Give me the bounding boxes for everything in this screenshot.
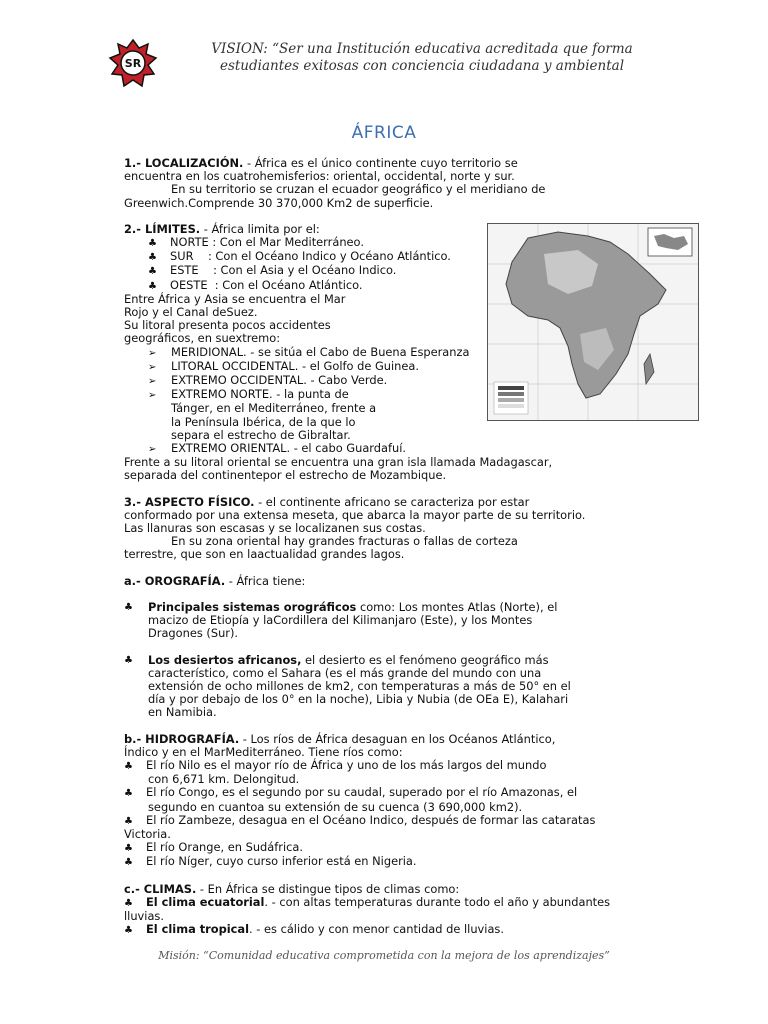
river-congo: El río Congo, es el segundo por su caudal, superado por el río Amazonas, el [146, 785, 578, 800]
section-aspecto-fisico [124, 496, 624, 562]
club-bullet-icon: ♣ [148, 280, 157, 292]
arrow-bullet-icon: ➢ [148, 347, 157, 359]
limit-item [124, 250, 624, 264]
river-item [124, 814, 624, 828]
limit-item [124, 264, 624, 278]
club-bullet-icon: ♣ [148, 238, 157, 250]
section-hidrografia [124, 733, 624, 870]
fisico-text-5: terrestre, que son en laactualidad grandes lagos. [124, 547, 405, 562]
river-orange: El río Orange, en Sudáfrica. [146, 840, 303, 855]
club-bullet-icon: ♣ [124, 897, 133, 909]
club-bullet-icon: ♣ [124, 925, 133, 937]
extreme-occidental: EXTREMO OCCIDENTAL. - Cabo Verde. [171, 373, 388, 388]
heading-limites: 2.- LÍMITES. [124, 221, 201, 236]
extreme-meridional: MERIDIONAL. - se sitúa el Cabo de Buena Esperanza [171, 344, 470, 359]
section-orografia [124, 575, 624, 720]
fisico-text-4: En su zona oriental hay grandes fracturas o fallas de corteza [171, 534, 518, 549]
club-bullet-icon: ♣ [148, 252, 157, 264]
vision-line-2: estudiantes exitosas con conciencia ciudadana y ambiental [219, 57, 625, 74]
orografia-intro: - África tiene: [225, 573, 306, 588]
svg-text:SR: SR [124, 57, 142, 70]
extreme-oriental: EXTREMO ORIENTAL. - el cabo Guardafuí. [171, 441, 407, 456]
extreme-item [124, 346, 624, 360]
orografia-b1-l1: como: Los montes Atlas (Norte), el [356, 599, 558, 614]
limit-este: ESTE : Con el Asia y el Océano Indico. [170, 263, 397, 278]
clima-tropical-bold: El clima tropical [146, 922, 250, 937]
orografia-b2-l4: día y por debajo de los 0° en la noche), Libia y Nubia (de OEa E), Kalahari [148, 692, 569, 707]
orografia-b1-bold: Principales sistemas orográficos [148, 599, 357, 614]
limit-norte: NORTE : Con el Mar Mediterráneo. [170, 235, 364, 250]
heading-hidrografia: b.- HIDROGRAFÍA. [124, 731, 240, 746]
orografia-b1-l2: macizo de Etiopía y laCordillera del Kilimanjaro (Este), y los Montes [148, 613, 533, 628]
extreme-litoral: LITORAL OCCIDENTAL. - el Golfo de Guinea. [171, 358, 419, 373]
climas-intro: - En África se distingue tipos de climas como: [196, 881, 460, 896]
orografia-b2-l3: extensión de ocho millones de km2, con temperaturas a más de 50° en el [148, 678, 571, 693]
clima-item [124, 923, 624, 937]
loc-text-3: En su territorio se cruzan el ecuador geográfico y el meridiano de [171, 182, 546, 197]
club-bullet-icon: ♣ [124, 843, 133, 855]
section-localizacion [124, 157, 624, 210]
limit-item [124, 236, 624, 250]
hidrografia-text-2: Índico y en el MarMediterráneo. Tiene ríos como: [124, 744, 403, 759]
loc-text-2: encuentra en los cuatrohemisferios: oriental, occidental, norte y sur. [124, 169, 515, 184]
limites-text-2: Rojo y el Canal deSuez. [124, 305, 258, 320]
river-item [124, 855, 624, 869]
limit-item [124, 279, 624, 293]
extreme-norte: EXTREMO NORTE. - la punta de [171, 387, 349, 402]
school-logo [108, 38, 158, 90]
river-nilo-l2: con 6,671 km. Delongitud. [148, 772, 300, 787]
orografia-b2-l1: el desierto es el fenómeno geográfico más [301, 652, 549, 667]
arrow-bullet-icon: ➢ [148, 361, 157, 373]
club-bullet-icon: ♣ [148, 266, 157, 278]
fisico-text-1: - el continente africano se caracteriza por estar [254, 494, 530, 509]
clima-ecuatorial-l2: lluvias. [124, 908, 164, 923]
arrow-bullet-icon: ➢ [148, 376, 157, 388]
orografia-b2-bold: Los desiertos africanos, [148, 652, 302, 667]
river-nilo: El río Nilo es el mayor río de África y uno de los más largos del mundo [146, 757, 547, 772]
clima-tropical-text: . - es cálido y con menor cantidad de lluvias. [249, 922, 504, 937]
extreme-norte-l2: Tánger, en el Mediterráneo, frente a [171, 401, 377, 416]
arrow-bullet-icon: ➢ [148, 444, 157, 456]
loc-text-4: Greenwich.Comprende 30 370,000 Km2 de superficie. [124, 195, 434, 210]
club-bullet-icon: ♣ [124, 857, 133, 869]
club-bullet-icon: ♣ [124, 654, 133, 666]
orografia-b1-l3: Dragones (Sur). [148, 626, 239, 641]
extreme-item [124, 374, 624, 388]
limites-text-3: Su litoral presenta pocos accidentes [124, 318, 331, 333]
arrow-bullet-icon: ➢ [148, 390, 157, 402]
limit-sur: SUR : Con el Océano Indico y Océano Atlántico. [170, 249, 451, 264]
mision-statement: Misión: “Comunidad educativa comprometida con la mejora de los aprendizajes” [158, 949, 610, 962]
clima-ecuatorial-bold: El clima ecuatorial [146, 894, 265, 909]
vision-line-1: VISION: “Ser una Institución educativa acreditada que forma [211, 41, 633, 57]
limites-text-1: Entre África y Asia se encuentra el Mar [124, 291, 346, 306]
orografia-b2-l2: característico, como el Sahara (es el más grande del mundo con una [148, 665, 542, 680]
heading-climas: c.- CLIMAS. [124, 881, 197, 896]
extreme-norte-l4: separa el estrecho de Gibraltar. [171, 427, 351, 442]
extreme-item [124, 360, 624, 374]
heading-localizacion: 1.- LOCALIZACIÓN. [124, 156, 244, 170]
extreme-norte-l3: la Península Ibérica, de la que lo [171, 414, 356, 429]
river-item [124, 786, 624, 800]
club-bullet-icon: ♣ [124, 601, 133, 613]
river-congo-l2: segundo en cuantoa su extensión de su cuenca (3 690,000 km2). [148, 799, 523, 814]
club-bullet-icon: ♣ [124, 815, 133, 827]
river-zambeze: El río Zambeze, desagua en el Océano Indico, después de formar las cataratas [146, 812, 596, 827]
loc-text-1: - África es el único continente cuyo territorio se [243, 156, 518, 170]
madagascar-text-1: Frente a su litoral oriental se encuentra una gran isla llamada Madagascar, [124, 455, 553, 470]
limites-intro: - África limita por el: [200, 221, 320, 236]
heading-orografia: a.- OROGRAFÍA. [124, 573, 226, 588]
extreme-item [124, 388, 624, 402]
madagascar-text-2: separada del continentepor el estrecho de Mozambique. [124, 468, 447, 483]
heading-aspecto-fisico: 3.- ASPECTO FÍSICO. [124, 494, 255, 509]
section-limites [124, 223, 624, 483]
river-item [124, 759, 624, 773]
river-item [124, 841, 624, 855]
extreme-item [124, 442, 624, 456]
limites-text-4: geográficos, en suextremo: [124, 331, 281, 346]
clima-ecuatorial-text: . - con altas temperaturas durante todo el año y abundantes [264, 894, 611, 909]
limit-oeste: OESTE : Con el Océano Atlántico. [170, 277, 363, 292]
hidrografia-text-1: - Los ríos de África desaguan en los Océanos Atlántico, [239, 731, 556, 746]
section-climas [124, 883, 624, 938]
orografia-item [124, 654, 624, 720]
orografia-b2-l5: en Namibia. [148, 705, 217, 720]
river-niger: El río Níger, cuyo curso inferior está en Nigeria. [146, 854, 417, 869]
club-bullet-icon: ♣ [124, 760, 133, 772]
fisico-text-3: Las llanuras son escasas y se localizanen sus costas. [124, 521, 426, 536]
fisico-text-2: conformado por una extensa meseta, que abarca la mayor parte de su territorio. [124, 507, 586, 522]
river-zambeze-l2: Victoria. [124, 826, 171, 841]
orografia-item [124, 601, 624, 641]
document-body [124, 157, 624, 937]
page-title: ÁFRICA [351, 123, 417, 143]
club-bullet-icon: ♣ [124, 788, 133, 800]
vision-statement [172, 41, 672, 74]
clima-item [124, 896, 624, 910]
